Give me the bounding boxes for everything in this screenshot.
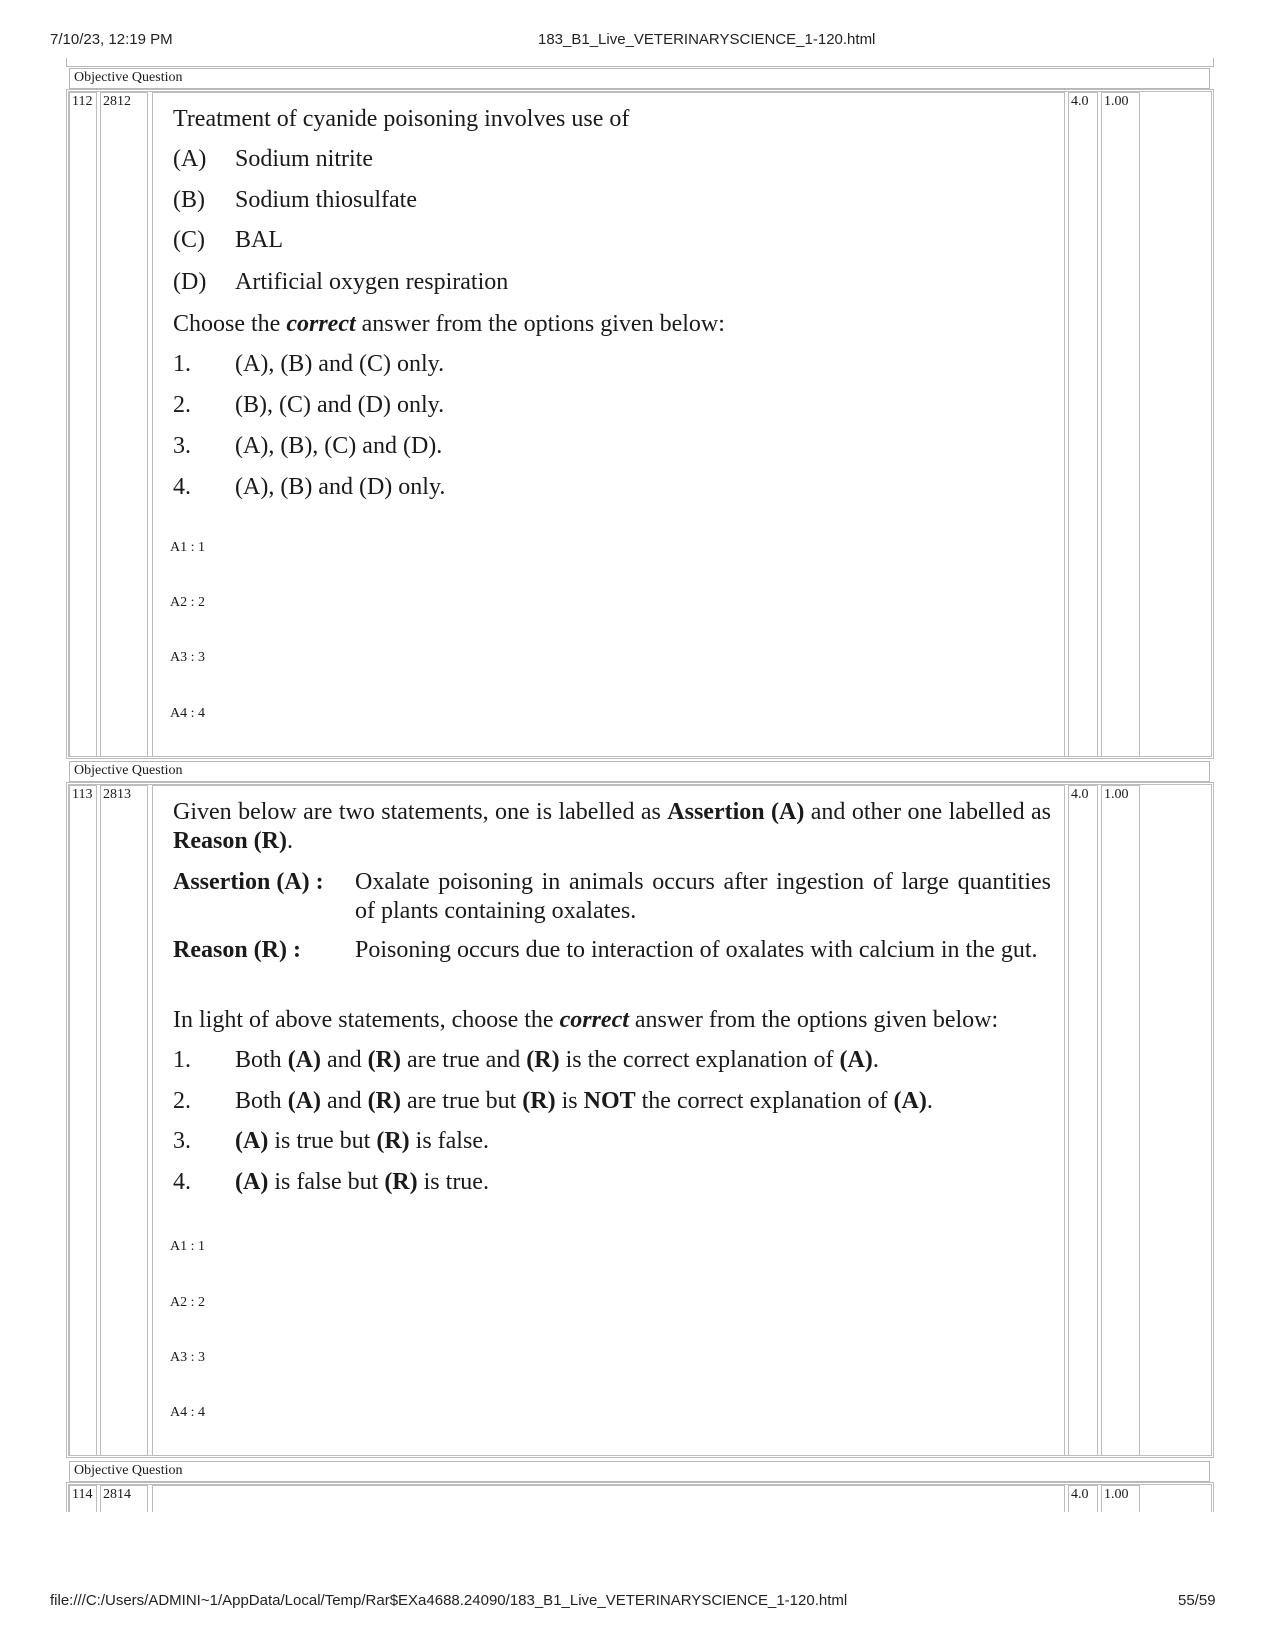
option-text: (A), (B) and (D) only. (235, 474, 446, 500)
section-title-box (69, 1461, 1210, 1482)
option-3 (173, 433, 442, 460)
section-title: Objective Question (74, 70, 183, 85)
section-title: Objective Question (74, 1463, 183, 1478)
option-text: (A), (B) and (C) only. (235, 351, 445, 377)
option-number: 2. (173, 1088, 191, 1114)
choose-instruction: In light of above statements, choose the correct answer from the options given below: (173, 1007, 999, 1033)
option-text: (A) is true but (R) is false. (235, 1128, 489, 1154)
marks-value: 4.0 (1071, 94, 1089, 109)
statement-label: (C) (173, 227, 205, 253)
negative-marks-value: 1.00 (1104, 787, 1129, 802)
answer-key-1: A1 : 1 (170, 540, 205, 555)
reason-text: Poisoning occurs due to interaction of oxalates with calcium in the gut. (355, 937, 1038, 963)
answer-key-4: A4 : 4 (170, 1405, 205, 1420)
option-text: Both (A) and (R) are true and (R) is the correct explanation of (A). (235, 1047, 879, 1073)
option-number: 4. (173, 1169, 191, 1195)
question-id: 2812 (103, 94, 131, 109)
question-stem: Treatment of cyanide poisoning involves use of (173, 106, 630, 132)
serial-number: 113 (72, 787, 93, 802)
choose-instruction: Choose the correct answer from the options given below: (173, 311, 725, 337)
statement-text: Sodium thiosulfate (235, 187, 417, 213)
serial-number: 112 (72, 94, 93, 109)
page-number: 55/59 (1178, 1592, 1216, 1609)
answer-key-3: A3 : 3 (170, 1350, 205, 1365)
reason-label: Reason (R) : (173, 937, 301, 963)
previous-row-remnant (66, 58, 1214, 67)
serial-number: 114 (72, 1487, 93, 1502)
answer-key-2: A2 : 2 (170, 595, 205, 610)
option-text: Both (A) and (R) are true but (R) is NOT the correct explanation of (A). (235, 1088, 933, 1114)
option-number: 2. (173, 392, 191, 418)
section-title: Objective Question (74, 763, 183, 778)
answer-key-2: A2 : 2 (170, 1295, 205, 1310)
option-2 (173, 1088, 933, 1115)
statement-text: BAL (235, 227, 283, 253)
option-1 (173, 351, 444, 378)
statement-c (173, 227, 283, 254)
marks-value: 4.0 (1071, 787, 1089, 802)
section-title-box (69, 68, 1210, 89)
question-id: 2814 (103, 1487, 131, 1502)
option-number: 3. (173, 1128, 191, 1154)
section-title-box (69, 761, 1210, 782)
option-3 (173, 1128, 489, 1155)
assertion-label: Assertion (A) : (173, 869, 324, 895)
statement-label: (D) (173, 269, 207, 295)
negative-marks-cell (1101, 92, 1140, 757)
option-number: 1. (173, 1047, 191, 1073)
option-2 (173, 392, 444, 419)
statement-text: Sodium nitrite (235, 146, 373, 172)
file-path: file:///C:/Users/ADMINI~1/AppData/Local/Temp/Rar$EXa4688.24090/183_B1_Live_VETERINARYSCIENCE_1-120.html (50, 1592, 848, 1609)
answer-key-1: A1 : 1 (170, 1239, 205, 1254)
statement-text: Artificial oxygen respiration (235, 269, 509, 295)
question-body-cell (152, 1485, 1065, 1512)
negative-marks-cell (1101, 785, 1140, 1456)
option-number: 1. (173, 351, 191, 377)
marks-cell (1068, 92, 1098, 757)
print-datetime: 7/10/23, 12:19 PM (50, 31, 173, 48)
assertion-text: Oxalate poisoning in animals occurs after ingestion of large quantities of plants containing oxalates. (355, 869, 1051, 924)
statement-label: (B) (173, 187, 205, 213)
negative-marks-value: 1.00 (1104, 94, 1129, 109)
serial-number-cell (69, 92, 97, 757)
option-number: 3. (173, 433, 191, 459)
marks-cell (1068, 785, 1098, 1456)
statement-a (173, 146, 373, 173)
option-text: (A) is false but (R) is true. (235, 1169, 489, 1195)
answer-key-3: A3 : 3 (170, 650, 205, 665)
negative-marks-value: 1.00 (1104, 1487, 1129, 1502)
answer-key-4: A4 : 4 (170, 706, 205, 721)
option-4 (173, 1169, 489, 1196)
option-number: 4. (173, 474, 191, 500)
question-intro: Given below are two statements, one is labelled as Assertion (A) and other one labelled as Reason (R). (173, 799, 1051, 854)
option-text: (B), (C) and (D) only. (235, 392, 445, 418)
marks-value: 4.0 (1071, 1487, 1089, 1502)
question-id-cell (100, 785, 148, 1456)
serial-number-cell (69, 785, 97, 1456)
option-text: (A), (B), (C) and (D). (235, 433, 443, 459)
statement-b (173, 187, 417, 214)
document-title: 183_B1_Live_VETERINARYSCIENCE_1-120.html (538, 31, 876, 48)
question-id: 2813 (103, 787, 131, 802)
statement-d (173, 269, 508, 296)
question-id-cell (100, 92, 148, 757)
option-1 (173, 1047, 879, 1074)
option-4 (173, 474, 445, 501)
statement-label: (A) (173, 146, 207, 172)
